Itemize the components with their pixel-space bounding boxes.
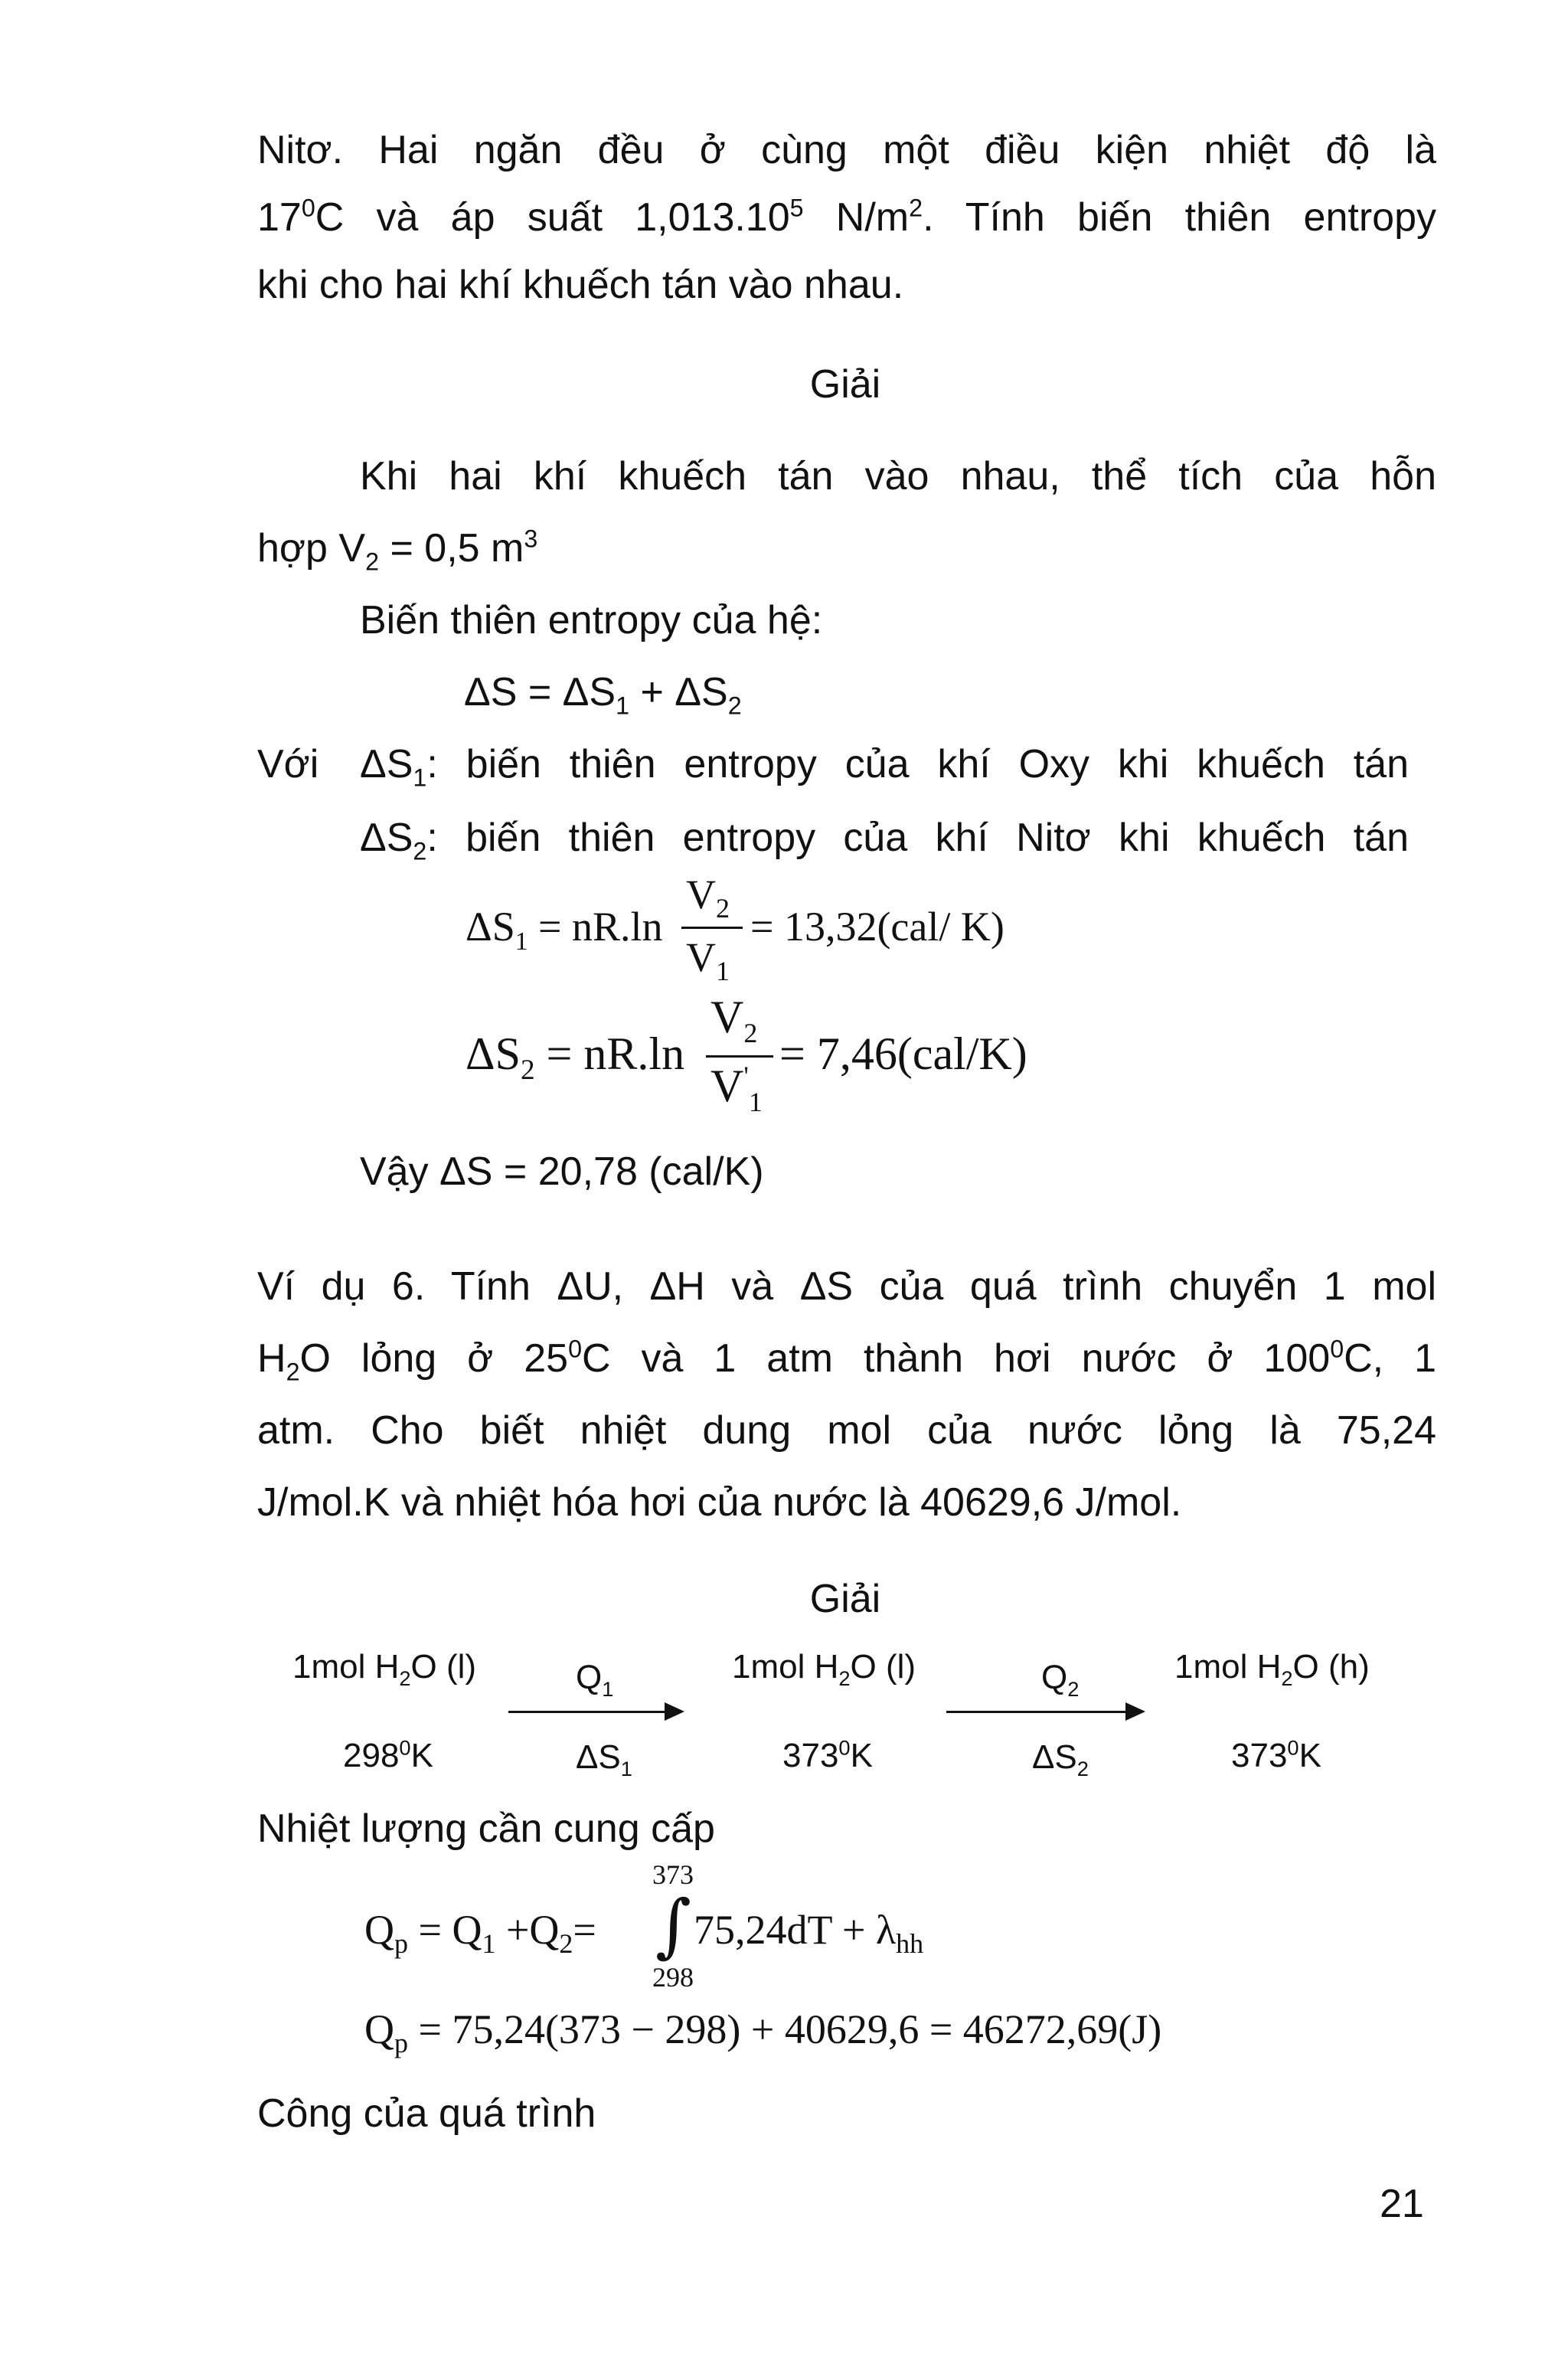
integral-lower-limit: 298 bbox=[652, 1962, 694, 1993]
text-line: Khi hai khí khuếch tán vào nhau, thể tích của hỗn bbox=[360, 454, 1436, 499]
text-line: khi cho hai khí khuếch tán vào nhau. bbox=[257, 263, 904, 307]
arrow-1 bbox=[508, 1711, 681, 1713]
section-heading: Giải bbox=[809, 362, 881, 407]
text-line: Biến thiên entropy của hệ: bbox=[360, 598, 823, 642]
formula-lhs: $\Delta S_2 = nR.\ln$ bbox=[466, 1028, 685, 1086]
arrow-1-entropy: $\Delta S_1$ bbox=[576, 1738, 632, 1780]
state-1-temperature: $298^0K$ bbox=[343, 1735, 433, 1774]
text-line: $\Delta S_2$: biến thiên entropy của khí Nitơ khi khuếch tán bbox=[360, 816, 1409, 865]
state-3-label: 1mol $H_2O$ (h) bbox=[1174, 1648, 1370, 1690]
text-line: $H_2O$ lỏng ở $25^0C$ và 1 atm thành hơi nước ở $100^0C$, 1 bbox=[257, 1335, 1437, 1386]
equation: $\Delta S = \Delta S_1 + \Delta S_2$ bbox=[464, 670, 742, 720]
formula-numerator: $V_2$ bbox=[686, 871, 730, 924]
fraction-bar bbox=[706, 1055, 773, 1058]
text-line: Nhiệt lượng cần cung cấp bbox=[257, 1806, 715, 1851]
text-line: Nitơ. Hai ngăn đều ở cùng một điều kiện nhiệt độ là bbox=[257, 128, 1436, 172]
state-1-label: 1mol $H_2O$ (l) bbox=[292, 1648, 477, 1690]
page-number: 21 bbox=[1380, 2182, 1424, 2226]
text-line: $17^0C$ và áp suất 1,013.10$^5$ $N/m^2$. Tính biến thiên entropy bbox=[257, 194, 1436, 240]
integral-sign: ∫ bbox=[655, 1885, 691, 1966]
formula-rhs: = 13,32(cal/ K) bbox=[750, 904, 1004, 950]
integral-upper-limit: 373 bbox=[652, 1859, 694, 1890]
text-line: Vậy ΔS = 20,78 (cal/K) bbox=[360, 1149, 764, 1194]
formula-qp-result: $Q_p = 75,24(373 - 298) + 40629,6 = 46272,69(J)$ bbox=[364, 2006, 1162, 2058]
text-line: Với bbox=[257, 742, 319, 786]
arrow-2 bbox=[946, 1711, 1142, 1713]
formula-denominator: $V'_1$ bbox=[710, 1061, 763, 1117]
formula-qp-integrand: $75,24dT + \lambda_{hh}$ bbox=[694, 1907, 924, 1959]
arrow-2-heat: $Q_2$ bbox=[1041, 1659, 1080, 1701]
text-line: Công của quá trình bbox=[257, 2091, 596, 2136]
formula-denominator: $V_1$ bbox=[686, 934, 730, 986]
formula-numerator: $V_2$ bbox=[710, 992, 758, 1048]
formula-rhs: = 7,46(cal/K) bbox=[779, 1028, 1027, 1079]
text-line: atm. Cho biết nhiệt dung mol của nước lỏng là 75,24 bbox=[257, 1408, 1436, 1453]
state-2-temperature: $373^0K$ bbox=[782, 1735, 873, 1774]
text-line: Ví dụ 6. Tính ΔU, ΔH và ΔS của quá trình chuyển 1 mol bbox=[257, 1264, 1436, 1309]
text-line: hợp $V_2 = 0,5$ $m^3$ bbox=[257, 525, 538, 576]
formula-lhs: $\Delta S_1 = nR.\ln$ bbox=[466, 904, 663, 956]
fraction-bar bbox=[681, 927, 743, 929]
arrow-1-heat: $Q_1$ bbox=[576, 1659, 614, 1701]
state-2-label: 1mol $H_2O$ (l) bbox=[732, 1648, 916, 1690]
section-heading: Giải bbox=[809, 1577, 881, 1621]
state-3-temperature: $373^0K$ bbox=[1231, 1735, 1321, 1774]
text-line: $\Delta S_1$: biến thiên entropy của khí Oxy khi khuếch tán bbox=[360, 742, 1409, 792]
formula-qp-lhs: $Q_p = Q_1 +Q_2=$ bbox=[364, 1907, 596, 1959]
arrow-2-entropy: $\Delta S_2$ bbox=[1032, 1738, 1089, 1780]
text-line: J/mol.K và nhiệt hóa hơi của nước là 40629,6 J/mol. bbox=[257, 1480, 1182, 1525]
